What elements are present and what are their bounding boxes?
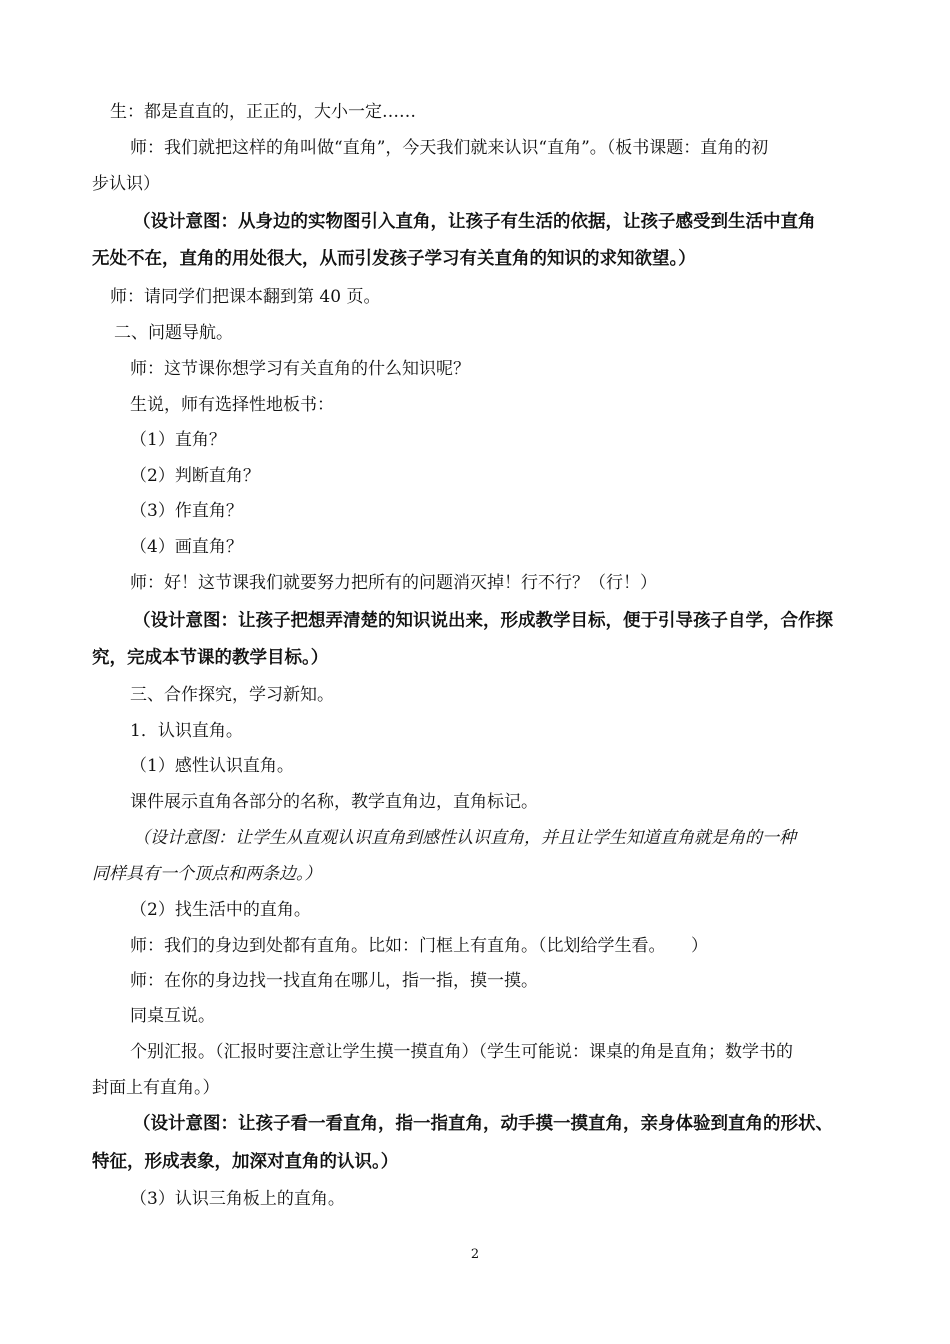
list-item: （2）判断直角？: [130, 466, 260, 486]
section-heading: 二、问题导航。: [114, 323, 233, 343]
design-intent-line: 特征，形成表象，加深对直角的认识。）: [92, 1152, 399, 1172]
design-intent-line: （设计意图：从身边的实物图引入直角，让孩子有生活的依据，让孩子感受到生活中直角: [133, 212, 816, 232]
list-item: （4）画直角？: [130, 537, 243, 557]
design-intent-line: 同样具有一个顶点和两条边。）: [92, 864, 322, 884]
design-intent-line: （设计意图：让孩子看一看直角，指一指直角，动手摸一摸直角，亲身体验到直角的形状、: [133, 1114, 833, 1134]
text-line: 封面上有直角。）: [92, 1078, 220, 1098]
list-item: （1）感性认识直角。: [130, 756, 294, 776]
list-item: （1）直角？: [130, 430, 226, 450]
list-item: （3）作直角？: [130, 501, 243, 521]
page-number: 2: [470, 1247, 480, 1262]
text-line: 师：好！这节课我们就要努力把所有的问题消灭掉！行不行？（行！）: [130, 573, 657, 593]
list-item: （3）认识三角板上的直角。: [130, 1189, 345, 1209]
text-line: 师：我们就把这样的角叫做“直角”，今天我们就来认识“直角”。（板书课题：直角的初: [130, 138, 769, 158]
text-line: 师：我们的身边到处都有直角。比如：门框上有直角。（比划给学生看。 ）: [130, 936, 708, 956]
text-line: 个别汇报。（汇报时要注意让学生摸一摸直角）（学生可能说：课桌的角是直角；数学书的: [130, 1042, 793, 1062]
text-line: 生：都是直直的，正正的，大小一定……: [110, 102, 416, 122]
design-intent-line: 无处不在，直角的用处很大，从而引发孩子学习有关直角的知识的求知欲望。）: [92, 249, 696, 269]
text-line: 师：这节课你想学习有关直角的什么知识呢？: [130, 359, 470, 379]
text-line: 课件展示直角各部分的名称，教学直角边，直角标记。: [130, 792, 538, 812]
text-line: 师：请同学们把课本翻到第 40 页。: [110, 287, 381, 307]
text-line: 师：在你的身边找一找直角在哪儿，指一指，摸一摸。: [130, 971, 538, 991]
design-intent-line: （设计意图：让学生从直观认识直角到感性认识直角，并且让学生知道直角就是角的一种: [133, 828, 796, 848]
design-intent-line: （设计意图：让孩子把想弄清楚的知识说出来，形成教学目标，便于引导孩子自学，合作探: [133, 611, 833, 631]
text-line: 同桌互说。: [130, 1006, 215, 1026]
text-line: 步认识）: [92, 174, 160, 194]
text-line: 生说，师有选择性地板书：: [130, 395, 334, 415]
section-heading: 三、合作探究，学习新知。: [130, 685, 334, 705]
design-intent-line: 究，完成本节课的教学目标。）: [92, 648, 329, 668]
subsection-heading: 1．认识直角。: [130, 721, 243, 741]
list-item: （2）找生活中的直角。: [130, 900, 311, 920]
